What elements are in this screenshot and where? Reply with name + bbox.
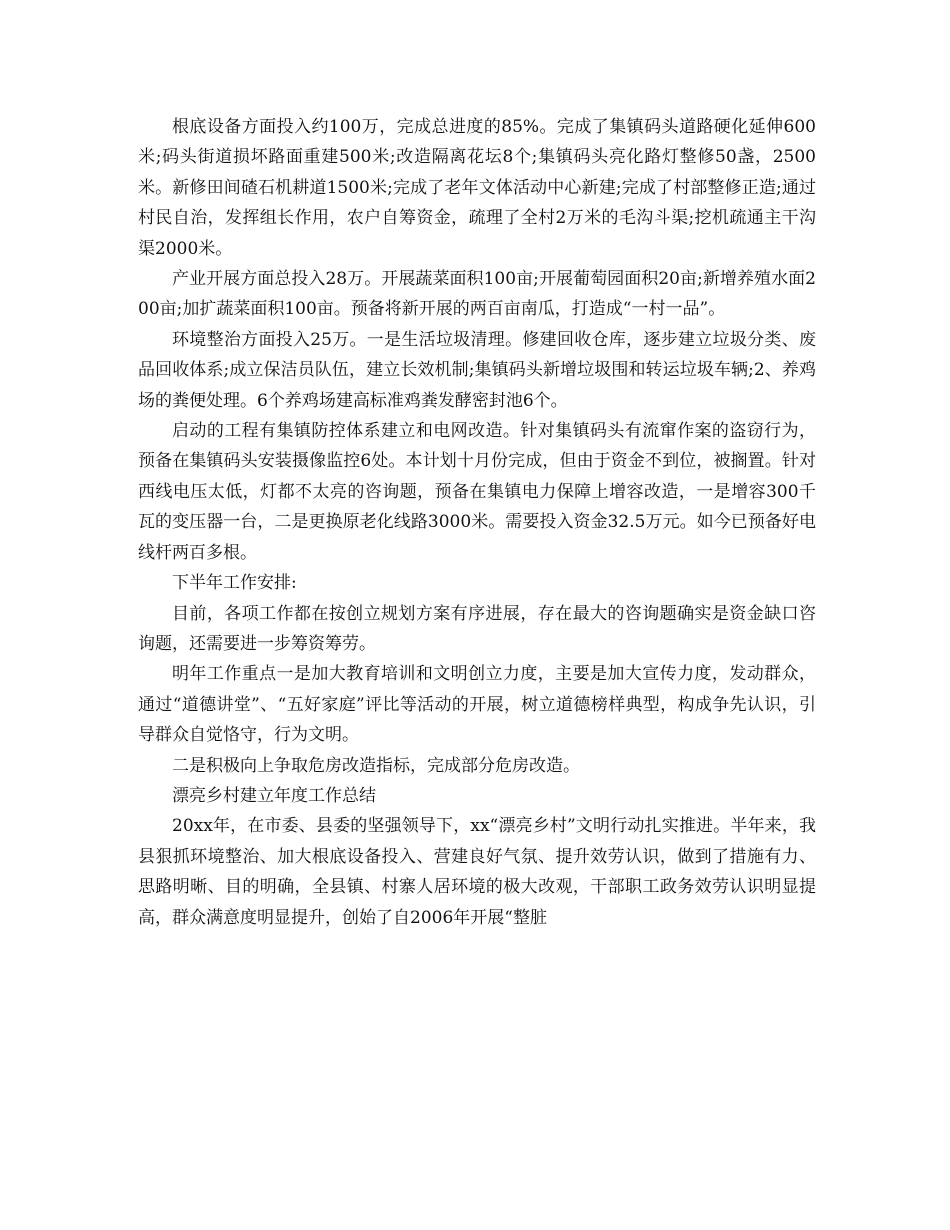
document-body [138,112,816,933]
paragraph-current-status: 目前，各项工作都在按创立规划方案有序进展，存在最大的咨询题确实是资金缺口咨询题，还需要进一步筹资筹劳。 [138,603,816,654]
paragraph-summary-intro: 20xx年，在市委、县委的坚强领导下，xx“漂亮乡村”文明行动扎实推进。半年来，我县狠抓环境整治、加大根底设备投入、营建良好气氛、提升效劳认识，做到了措施有力、思路明晰、目的明确，全县镇、村寨人居环境的极大改观，干部职工政务效劳认识明显提高，群众满意度明显提升，创始了自2006年开展“整脏 [138,816,816,928]
paragraph-industry: 产业开展方面总投入28万。开展蔬菜面积100亩;开展葡萄园面积20亩;新增养殖水面200亩;加扩蔬菜面积100亩。预备将新开展的两百亩南瓜，打造成“一村一品”。 [138,269,816,320]
paragraph-next-year-focus: 明年工作重点一是加大教育培训和文明创立力度，主要是加大宣传力度，发动群众，通过“道德讲堂”、“五好家庭”评比等活动的开展，树立道德榜样典型，构成争先认识，引导群众自觉恪守，行为文明。 [138,664,816,746]
paragraph-second-half-heading: 下半年工作安排: [172,573,297,594]
paragraph-projects: 启动的工程有集镇防控体系建立和电网改造。针对集镇码头有流窜作案的盗窃行为，预备在集镇码头安装摄像监控6处。本计划十月份完成，但由于资金不到位，被搁置。针对西线电压太低，灯都不太亮的咨询题，预备在集镇电力保障上增容改造，一是增容300千瓦的变压器一台，二是更换原老化线路3000米。需要投入资金32.5万元。如今已预备好电线杆两百多根。 [138,421,816,563]
paragraph-environment: 环境整治方面投入25万。一是生活垃圾清理。修建回收仓库，逐步建立垃圾分类、废品回收体系;成立保洁员队伍，建立长效机制;集镇码头新增垃圾围和转运垃圾车辆;2、养鸡场的粪便处理。6个养鸡场建高标准鸡粪发酵密封池6个。 [138,329,816,411]
paragraph-housing: 二是积极向上争取危房改造指标，完成部分危房改造。 [172,755,580,776]
paragraph-summary-title: 漂亮乡村建立年度工作总结 [172,785,376,806]
paragraph-infrastructure: 根底设备方面投入约100万，完成总进度的85%。完成了集镇码头道路硬化延伸600米;码头街道损坏路面重建500米;改造隔离花坛8个;集镇码头亮化路灯整修50盏，2500米。新修田间碴石机耕道1500米;完成了老年文体活动中心新建;完成了村部整修正造;通过村民自治，发挥组长作用，农户自筹资金，疏理了全村2万米的毛沟斗渠;挖机疏通主干沟渠2000米。 [138,117,816,259]
